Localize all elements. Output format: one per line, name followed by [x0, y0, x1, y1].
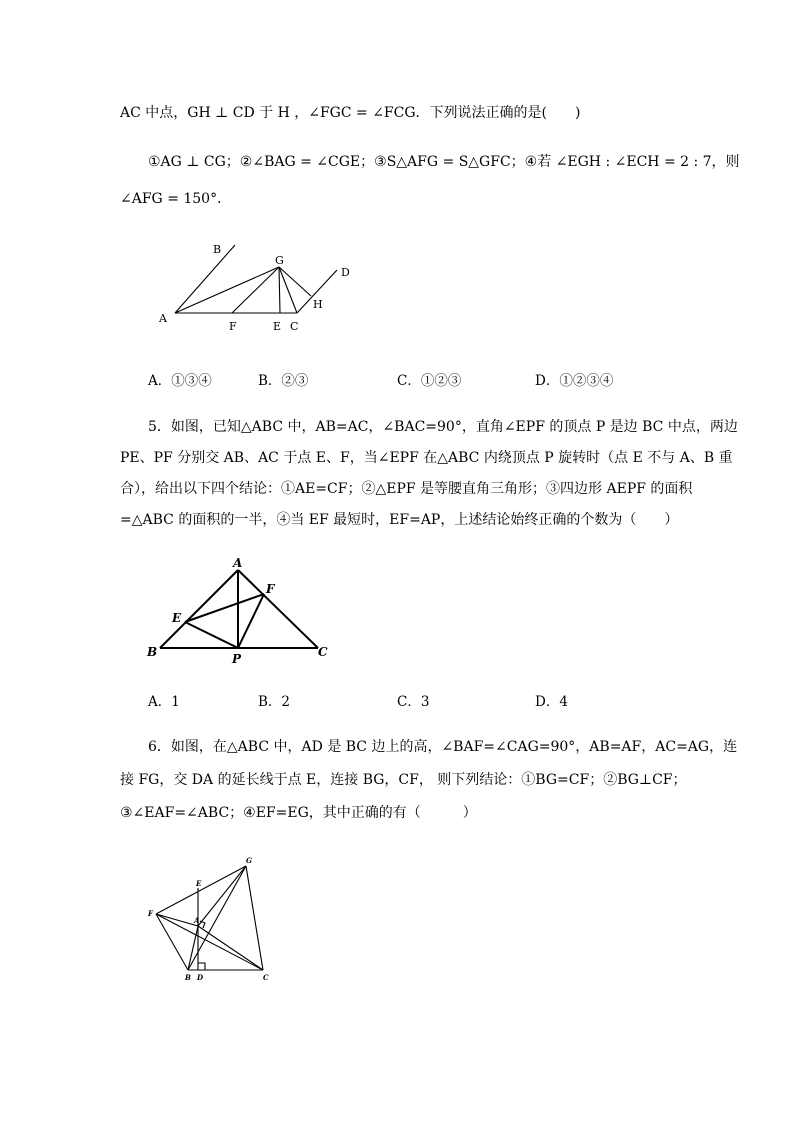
q5-label-B: B [147, 645, 158, 659]
q6-text-line-1: 6．如图，在△ABC 中，AD 是 BC 边上的高，∠BAF=∠CAG=90°，AB=AF，AC=AG，连 [148, 739, 738, 755]
q5-option-d[interactable]: D．4 [535, 694, 568, 710]
q5-geometry-figure [142, 552, 337, 667]
q4-label-H: H [313, 298, 323, 311]
q4-line-AG [175, 267, 279, 313]
q5-label-C: C [318, 645, 328, 659]
q6-label-A: A [194, 916, 200, 925]
q4-label-C: C [290, 320, 299, 333]
q4-text-line-3: ∠AFG = 150°． [120, 191, 232, 207]
q6-text-line-3: ③∠EAF=∠ABC；④EF=EG，其中正确的有（ ） [120, 805, 477, 821]
q4-label-B: B [213, 243, 222, 256]
q5-line-AB [160, 570, 238, 648]
q6-line-GC [246, 866, 263, 970]
q6-label-B: B [185, 973, 191, 982]
q6-line-AB [188, 926, 198, 970]
q4-line-AB [175, 245, 235, 313]
q6-line-AC [198, 926, 263, 970]
q6-line-AG [198, 866, 246, 926]
q5-line-EP [185, 622, 238, 648]
q6-label-C: C [263, 973, 269, 982]
q4-label-D: D [341, 266, 350, 279]
q5-option-b[interactable]: B．2 [258, 694, 291, 710]
q4-geometry-figure [150, 238, 360, 338]
q4-option-c[interactable]: C．①②③ [397, 373, 462, 389]
q4-line-GE [279, 267, 280, 313]
q6-label-E: E [196, 879, 202, 888]
q5-text-line-3: 合），给出以下四个结论：①AE=CF；②△EPF 是等腰直角三角形；③四边形 AEPF 的面积 [120, 481, 693, 497]
q5-label-A: A [233, 556, 243, 570]
q4-statements-line: ①AG ⊥ CG；②∠BAG = ∠CGE；③S△AFG = S△GFC；④若 ∠EGH : ∠ECH = 2 : 7，则 [148, 154, 740, 170]
q5-option-c[interactable]: C．3 [397, 694, 430, 710]
q5-text-line-1: 5．如图，已知△ABC 中，AB=AC，∠BAC=90°，直角∠EPF 的顶点 P 是边 BC 中点，两边 [148, 419, 738, 435]
q5-label-F: F [266, 582, 275, 596]
q4-text-line-1: AC 中点，GH ⊥ CD 于 H ，∠FGC = ∠FCG．下列说法正确的是( ) [120, 105, 581, 121]
q4-option-a[interactable]: A．①③④ [148, 373, 212, 389]
q4-label-E: E [273, 320, 282, 333]
q6-label-G: G [246, 856, 252, 865]
q4-option-d[interactable]: D．①②③④ [535, 373, 614, 389]
q6-label-F: F [148, 909, 153, 918]
q4-label-F: F [229, 320, 237, 333]
q6-right-angle-D [198, 963, 205, 970]
q5-text-line-4: =△ABC 的面积的一半，④当 EF 最短时，EF=AP，上述结论始终正确的个数为（ ） [120, 512, 679, 528]
q6-geometry-figure [142, 852, 277, 987]
q4-label-G: G [275, 254, 284, 267]
q5-label-P: P [232, 652, 242, 666]
q5-text-line-2: PE、PF 分别交 AB、AC 于点 E、F，当∠EPF 在△ABC 内绕顶点 P 旋转时（点 E 不与 A、B 重 [120, 450, 733, 466]
q6-text-line-2: 接 FG，交 DA 的延长线于点 E，连接 BG，CF， 则下列结论：①BG=CF；②BG⊥CF； [120, 772, 687, 788]
q5-line-AC [238, 570, 318, 648]
q5-option-a[interactable]: A．1 [148, 694, 180, 710]
q4-option-b[interactable]: B．②③ [258, 373, 309, 389]
q4-line-GH [279, 267, 311, 296]
q4-line-GC [279, 267, 297, 313]
q4-label-A: A [159, 312, 167, 325]
q6-label-D: D [197, 973, 204, 982]
q5-label-E: E [172, 611, 182, 625]
q4-line-FG [232, 267, 279, 313]
